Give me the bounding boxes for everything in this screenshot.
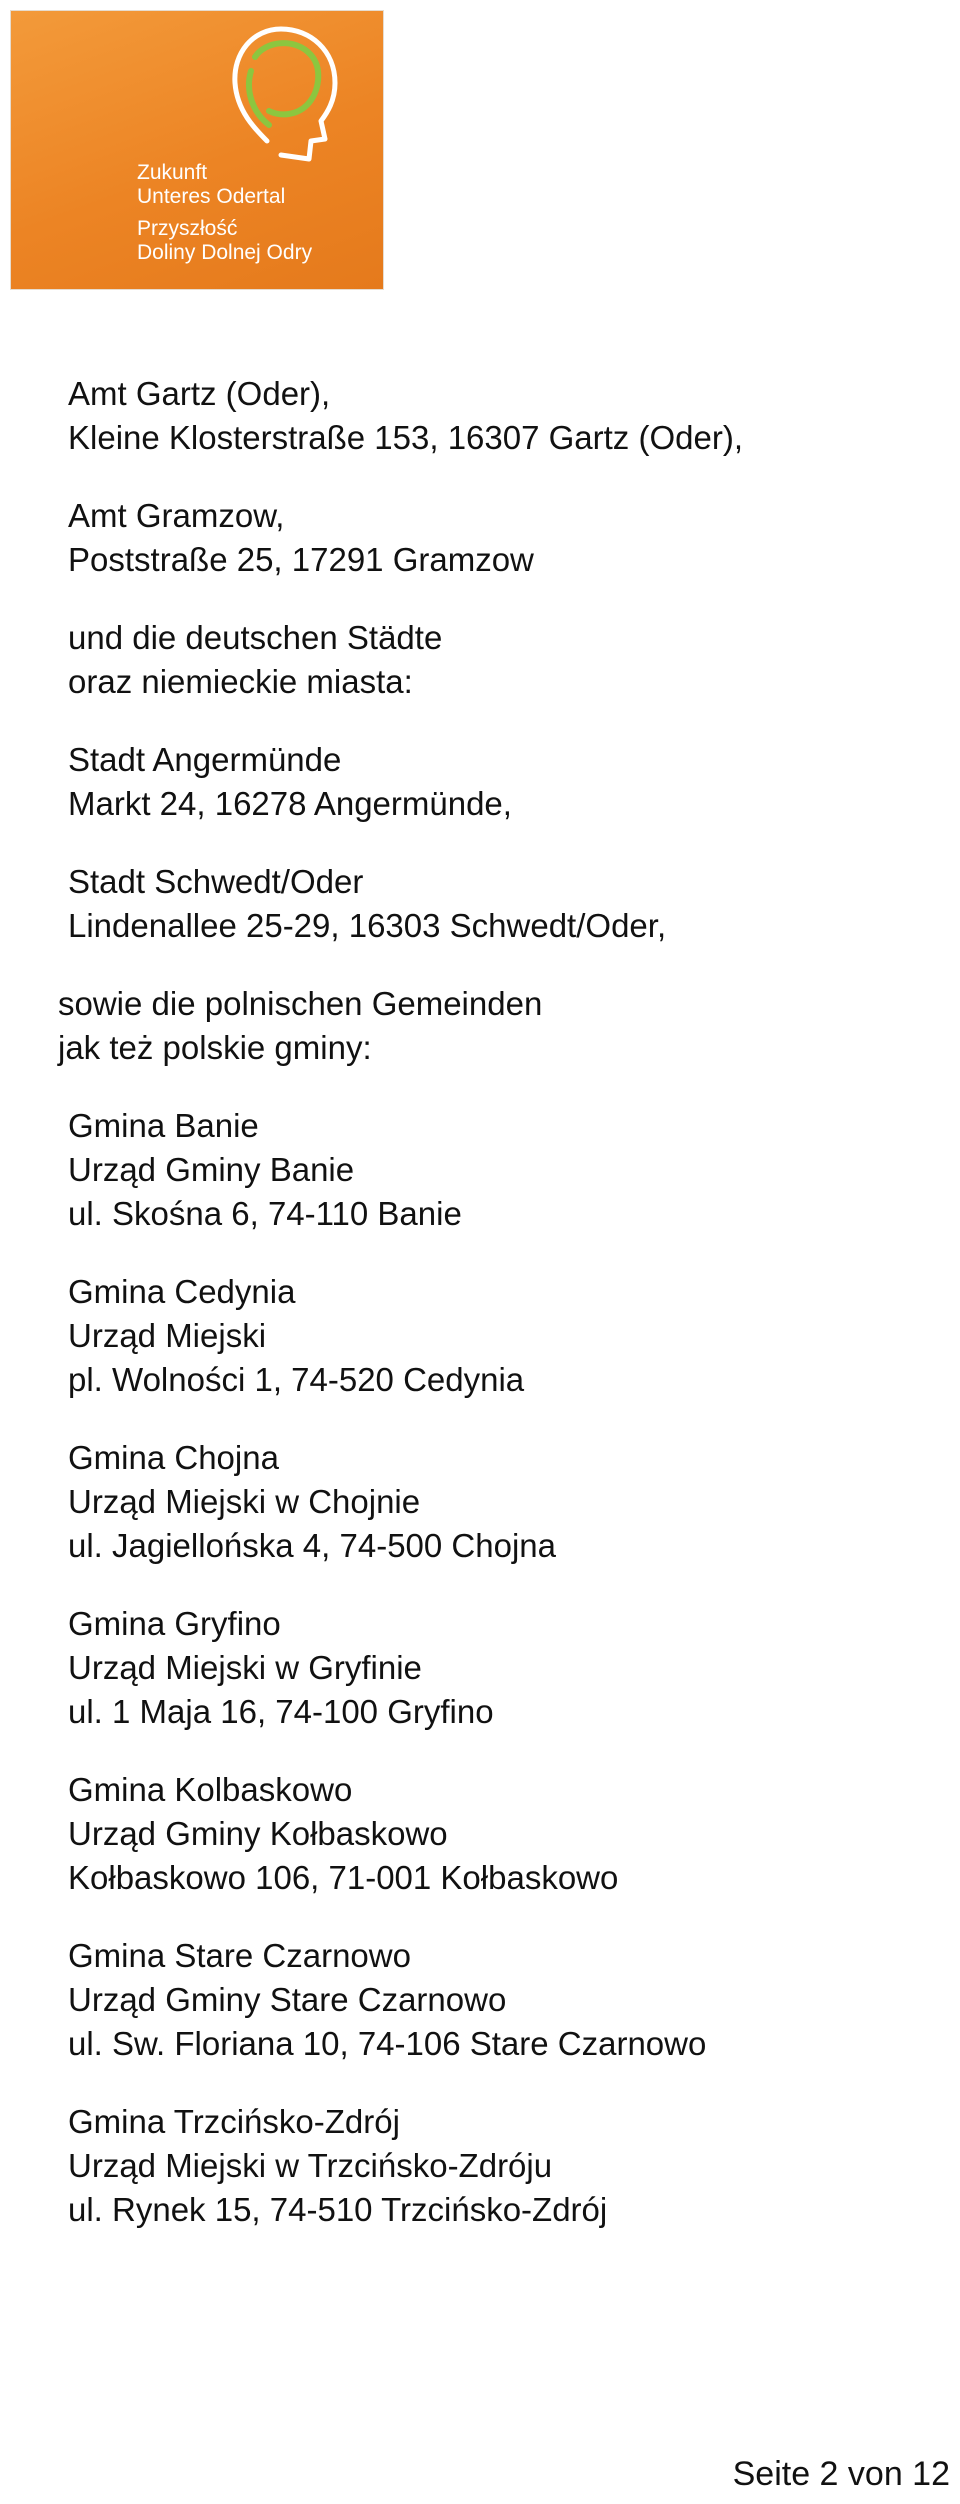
intro-german-cities [68,616,928,704]
address-line: Amt Gramzow, [68,497,285,534]
address-line: ul. 1 Maja 16, 74-100 Gryfino [68,1693,494,1730]
logo-line-4: Doliny Dolnej Odry [137,241,313,264]
address-block-amt-gartz [68,372,928,460]
logo [10,10,384,290]
address-line: Gmina Gryfino [68,1605,281,1642]
address-line: Urząd Gminy Banie [68,1151,355,1188]
address-block-cedynia [68,1270,928,1402]
address-line: Urząd Miejski w Chojnie [68,1483,421,1520]
address-line: Gmina Banie [68,1107,259,1144]
address-line: jak też polskie gminy: [58,1029,372,1066]
address-line: Urząd Miejski [68,1317,267,1354]
address-line: Stadt Schwedt/Oder [68,863,364,900]
address-line: Kołbaskowo 106, 71-001 Kołbaskowo [68,1859,619,1896]
address-line: Markt 24, 16278 Angermünde, [68,785,512,822]
address-line: Urząd Gminy Kołbaskowo [68,1815,448,1852]
logo-line-3: Przyszłość [137,217,238,240]
address-line: Urząd Miejski w Trzcińsko-Zdróju [68,2147,553,2184]
address-block-gryfino [68,1602,928,1734]
address-block-kolbaskowo [68,1768,928,1900]
address-line: ul. Sw. Floriana 10, 74-106 Stare Czarnowo [68,2025,707,2062]
address-line: Lindenallee 25-29, 16303 Schwedt/Oder, [68,907,667,944]
address-line: Urząd Gminy Stare Czarnowo [68,1981,507,2018]
address-line: sowie die polnischen Gemeinden [58,985,543,1022]
address-list [58,372,928,2266]
address-line: Gmina Stare Czarnowo [68,1937,411,1974]
address-block-angermuende [68,738,928,826]
address-line: Gmina Trzcińsko-Zdrój [68,2103,400,2140]
logo-line-1: Zukunft [137,161,208,184]
logo-line-2: Unteres Odertal [137,185,286,208]
address-line: Stadt Angermünde [68,741,342,778]
address-block-banie [68,1104,928,1236]
address-line: ul. Jagiellońska 4, 74-500 Chojna [68,1527,556,1564]
address-line: Amt Gartz (Oder), [68,375,331,412]
address-block-chojna [68,1436,928,1568]
intro-polish-communes [58,982,928,1070]
address-line: und die deutschen Städte [68,619,443,656]
address-line: ul. Skośna 6, 74-110 Banie [68,1195,462,1232]
head-profile-icon [211,21,351,181]
address-line: Gmina Kolbaskowo [68,1771,353,1808]
address-line: oraz niemieckie miasta: [68,663,413,700]
address-block-schwedt [68,860,928,948]
address-block-amt-gramzow [68,494,928,582]
address-line: Gmina Cedynia [68,1273,296,1310]
address-line: pl. Wolności 1, 74-520 Cedynia [68,1361,525,1398]
address-block-trzcinsko-zdroj [68,2100,928,2232]
address-line: Gmina Chojna [68,1439,279,1476]
address-block-stare-czarnowo [68,1934,928,2066]
address-line: Kleine Klosterstraße 153, 16307 Gartz (Oder), [68,419,743,456]
address-line: Poststraße 25, 17291 Gramzow [68,541,534,578]
page-number: Seite 2 von 12 [732,2455,950,2493]
address-line: ul. Rynek 15, 74-510 Trzcińsko-Zdrój [68,2191,608,2228]
address-line: Urząd Miejski w Gryfinie [68,1649,422,1686]
